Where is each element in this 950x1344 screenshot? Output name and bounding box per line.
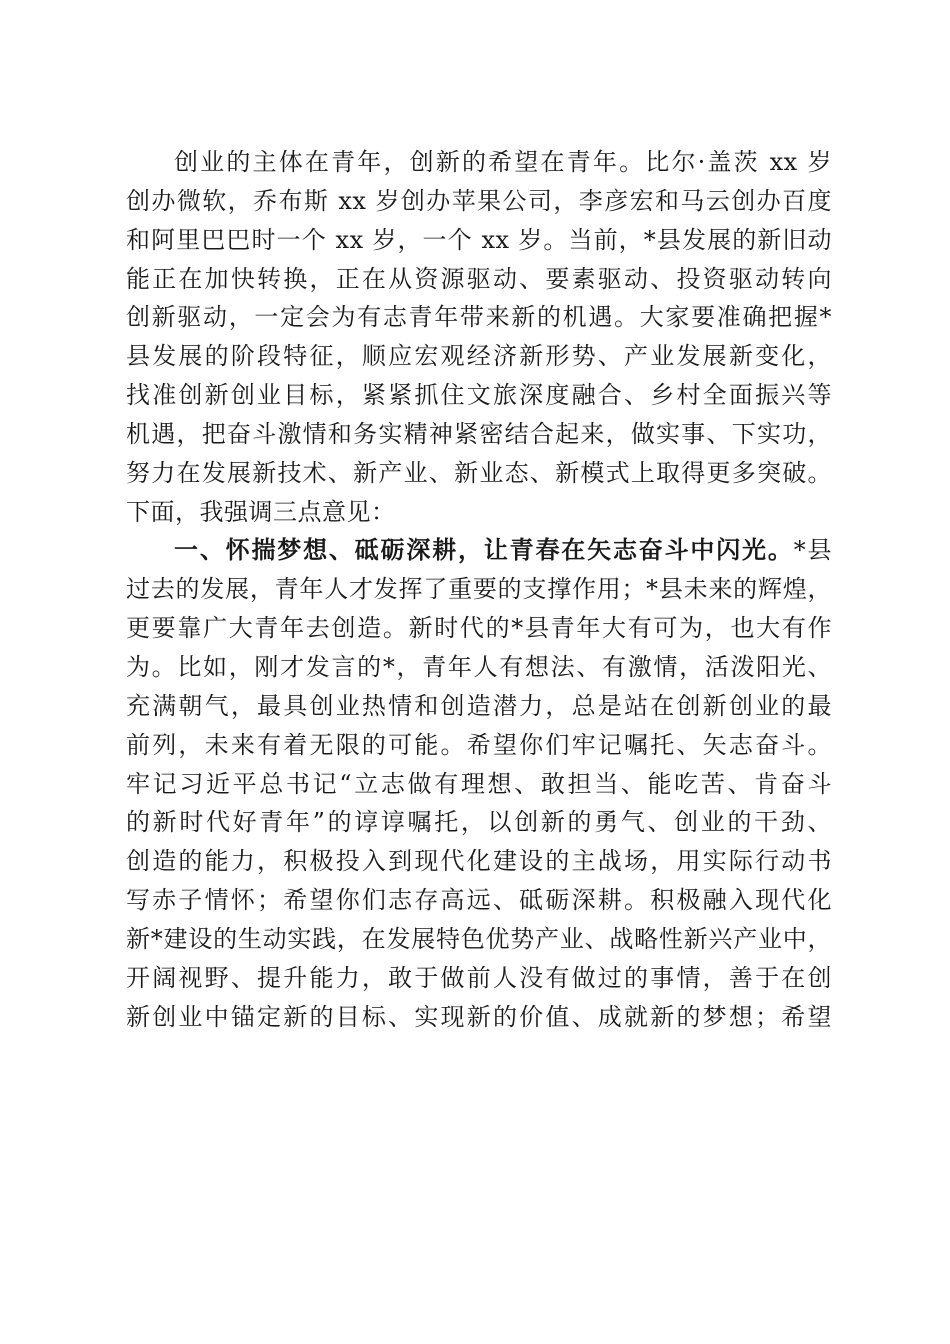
text-line: 下面，我强调三点意见：: [126, 497, 396, 526]
text-line: 为。比如，刚才发言的*，青年人有想法、有激情，活泼阳光、: [126, 652, 832, 681]
text-line: 充满朝气，最具创业热情和创造潜力，总是站在创新创业的最: [126, 691, 832, 720]
paragraph-intro: [126, 143, 832, 531]
text-line: 新*建设的生动实践，在发展特色优势产业、战略性新兴产业中，: [126, 924, 832, 953]
text-line: 开阔视野、提升能力，敢于做前人没有做过的事情，善于在创: [126, 963, 832, 992]
text-line: 创办微软，乔布斯 xx 岁创办苹果公司，李彦宏和马云创办百度: [126, 186, 832, 215]
text-line: 创新驱动，一定会为有志青年带来新的机遇。大家要准确把握*: [126, 303, 832, 332]
text-line: 机遇，把奋斗激情和务实精神紧密结合起来，做实事、下实功，: [126, 419, 832, 448]
section-heading: 一、怀揣梦想、砥砺深耕，让青春在矢志奋斗中闪光。: [174, 536, 794, 565]
text-line: 写赤子情怀；希望你们志存高远、砥砺深耕。积极融入现代化: [126, 886, 832, 915]
text-line: 牢记习近平总书记“立志做有理想、敢担当、能吃苦、肯奋斗: [126, 769, 832, 798]
section-one: [126, 531, 832, 1036]
text-line: 创业的主体在青年，创新的希望在青年。比尔·盖茨 xx 岁: [174, 148, 832, 176]
text-line: 创造的能力，积极投入到现代化建设的主战场，用实际行动书: [126, 847, 832, 876]
text-line: 前列，未来有着无限的可能。希望你们牢记嘱托、矢志奋斗。: [126, 730, 832, 759]
section-heading-line: [126, 531, 832, 570]
text-line: 县发展的阶段特征，顺应宏观经济新形势、产业发展新变化，: [126, 342, 832, 371]
text-line: 的新时代好青年”的谆谆嘱托，以创新的勇气、创业的干劲、: [126, 808, 832, 837]
text-line: 更要靠广大青年去创造。新时代的*县青年大有可为，也大有作: [126, 614, 832, 643]
text-line: 和阿里巴巴时一个 xx 岁，一个 xx 岁。当前，*县发展的新旧动: [126, 225, 832, 254]
text-line: 找准创新创业目标，紧紧抓住文旅深度融合、乡村全面振兴等: [126, 381, 832, 410]
document-body: [126, 143, 832, 1036]
text-line: 过去的发展，青年人才发挥了重要的支撑作用；*县未来的辉煌，: [126, 575, 832, 604]
heading-line-tail: *县: [793, 536, 833, 565]
text-line: 能正在加快转换，正在从资源驱动、要素驱动、投资驱动转向: [126, 264, 832, 293]
text-line: 新创业中锚定新的目标、实现新的价值、成就新的梦想；希望: [126, 1002, 832, 1031]
text-line: 努力在发展新技术、新产业、新业态、新模式上取得更多突破。: [126, 458, 832, 487]
